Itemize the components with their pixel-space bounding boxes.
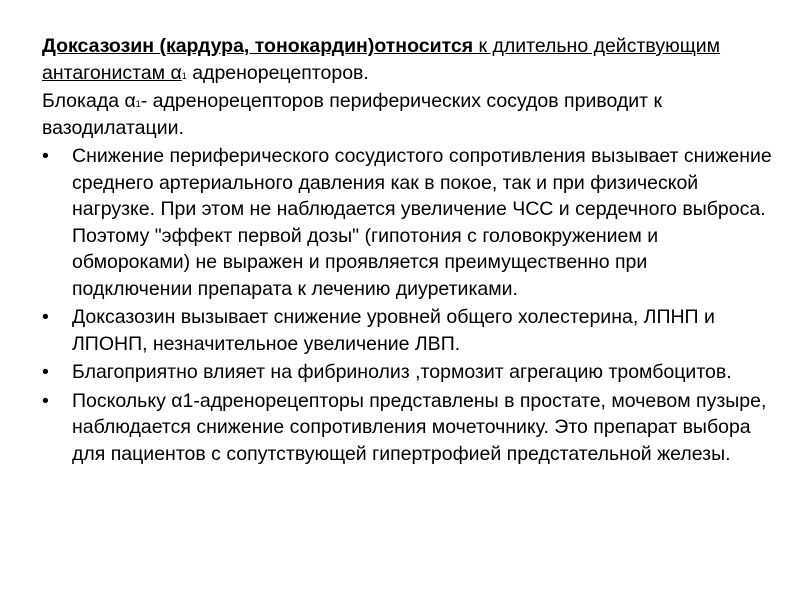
alpha-subscript: 1: [181, 70, 187, 81]
intro-line2-start: Блокада α: [42, 90, 136, 112]
list-item: [42, 388, 772, 468]
drug-title: Доксазозин (кардура, тонокардин)относится: [42, 35, 474, 57]
bullet-text: Благоприятно влияет на фибринолиз ,тормозит агрегацию тромбоцитов.: [72, 361, 732, 383]
slide-content: [42, 33, 772, 469]
bullet-icon: •: [42, 306, 49, 328]
bullet-text: Поскольку α1-адренорецепторы представлены в простате, мочевом пузыре, наблюдается снижение сопротивления мочеточнику. Это препарат выбора для пациентов с сопутствующей гипертрофией предстательной железы.: [72, 389, 767, 465]
list-item: [42, 304, 772, 357]
bullet-list: [42, 143, 772, 467]
intro-underlined-span: [42, 35, 720, 84]
intro-paragraph-blockade: [42, 88, 772, 141]
list-item: [42, 143, 772, 302]
list-item: [42, 359, 772, 386]
bullet-text: Доксазозин вызывает снижение уровней общего холестерина, ЛПНП и ЛПОНП, незначительное увеличение ЛВП.: [72, 306, 715, 355]
intro-paragraph-doxazosin: [42, 33, 772, 86]
bullet-icon: •: [42, 145, 49, 167]
intro-line1-rest: к длительно действующим антагонистам α: [42, 35, 721, 84]
alpha-subscript: 1: [135, 99, 141, 109]
intro-line1-end: адренорецепторов.: [186, 61, 369, 84]
bullet-text: Снижение периферического сосудистого сопротивления вызывает снижение среднего артериального давления как в покое, так и при физической нагрузке. При этом не наблюдается увеличение ЧСС и сердечного выброса. Поэтому "эффект первой дозы" (гипотония с головокружением и обмороками) не выражен и проявляется преимущественно при подключении препарата к лечению диуретиками.: [72, 145, 772, 300]
bullet-icon: •: [42, 361, 49, 383]
bullet-icon: •: [42, 389, 49, 412]
intro-line2-end: - адренорецепторов периферических сосудов приводит к вазодилатации.: [42, 90, 663, 139]
